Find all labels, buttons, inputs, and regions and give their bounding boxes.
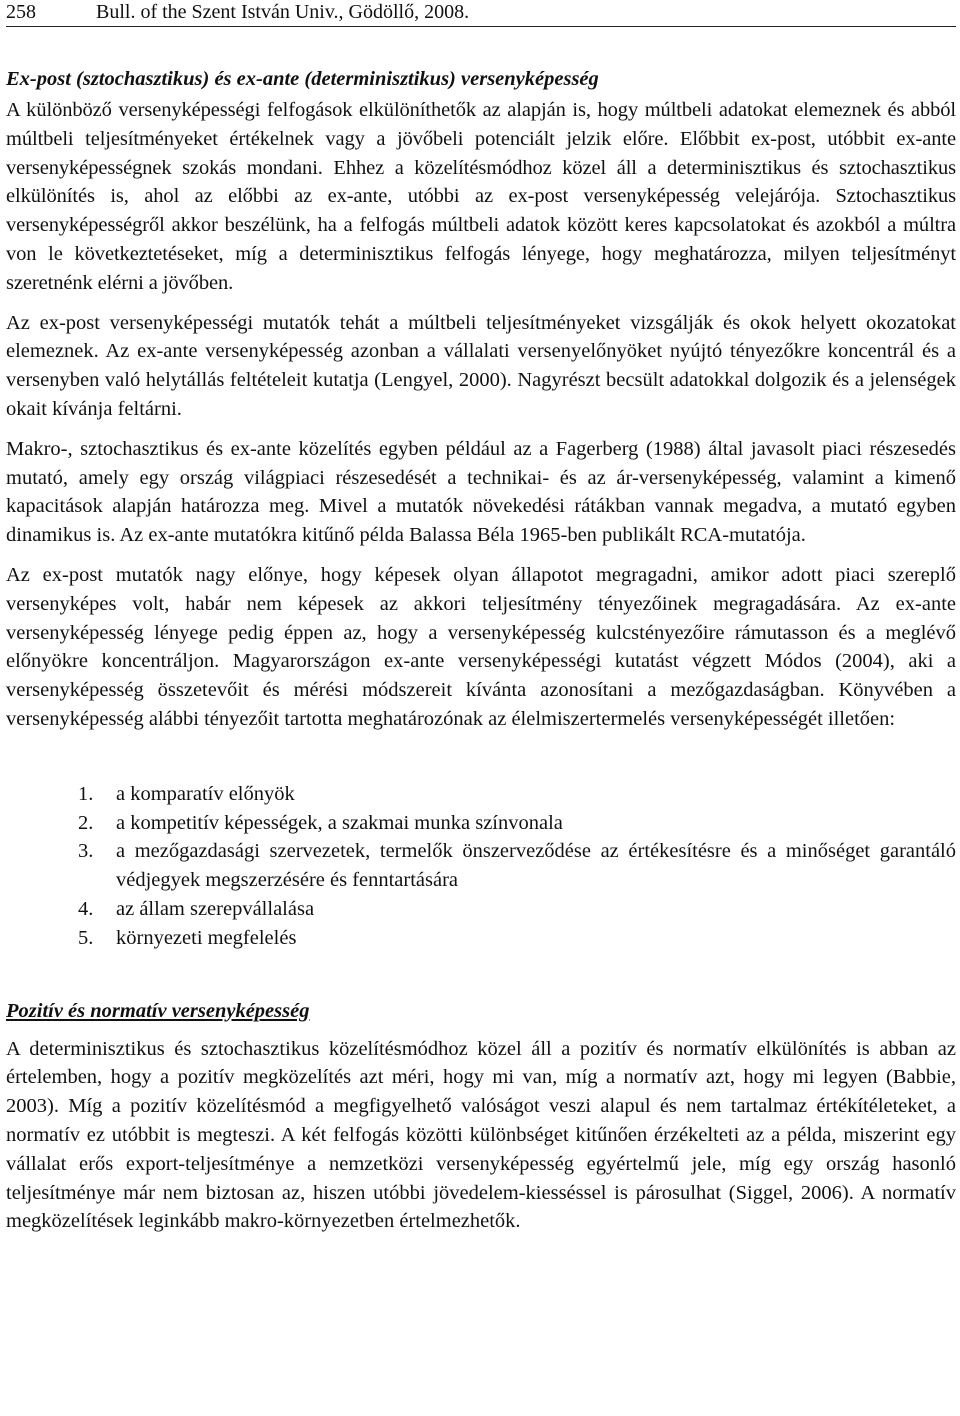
list-item-number: 2.: [78, 811, 94, 834]
section-heading-ex-post-ex-ante: Ex-post (sztochasztikus) és ex-ante (determinisztikus) versenyképesség: [6, 68, 599, 90]
list-item-text: a komparatív előnyök: [116, 782, 295, 805]
page-number: 258: [6, 1, 36, 23]
list-item: [6, 809, 956, 838]
list-item: [6, 895, 956, 924]
paragraph: A különböző versenyképességi felfogások elkülöníthetők az alapján is, hogy múltbeli adatokat elemeznek és abból múltbeli teljesítményeket értékelnek vagy a jövőbeli potenciált jelzik előre. Előbbit ex-post, utóbbit ex-ante versenyképességnek szokás mondani. Ehhez a közelítésmódhoz közel áll a determinisztikus és sztochasztikus elkülönítés is, ahol az előbbi az ex-ante, utóbbi az ex-post versenyképesség velejárója. Sztochasztikus versenyképességről akkor beszélünk, ha a felfogás múltbeli adatok között keres kapcsolatokat és azokból a múltra von le következtetéseket, míg a determinisztikus felfogás lényege, hogy meghatározza, milyen teljesítményt szeretnénk elérni a jövőben.: [6, 99, 956, 294]
list-item: [6, 837, 956, 895]
competitiveness-factor-list: [6, 780, 956, 953]
paragraph: Az ex-post mutatók nagy előnye, hogy képesek olyan állapotot megragadni, amikor adott piaci szereplő versenyképes volt, habár nem képesek az akkori teljesítmény tényezőinek megragadására. Az ex-ante versenyképesség lényege pedig éppen az, hogy a versenyképesség kulcstényezőire rámutasson és a meglévő előnyökre koncentráljon. Magyarországon ex-ante versenyképességi kutatást végzett Módos (2004), aki a versenyképesség összetevőit és mérési módszereit kívánta azonosítani a mezőgazdaságban. Könyvében a versenyképesség alábbi tényezőit tartotta meghatározónak az élelmiszertermelés versenyképességét illetően:: [6, 563, 956, 730]
list-item-number: 1.: [78, 782, 94, 805]
list-item-text: a mezőgazdasági szervezetek, termelők önszerveződése az értékesítésre és a minőséget garantáló védjegyek megszerzésére és fenntartására: [116, 840, 956, 892]
document-page: [6, 0, 956, 1236]
list-item-number: 3.: [78, 840, 94, 863]
section-heading-positive-normative: Pozitív és normatív versenyképesség: [6, 999, 310, 1022]
paragraph: A determinisztikus és sztochasztikus közelítésmódhoz közel áll a pozitív és normatív elkülönítés is abban az értelemben, hogy a pozitív megközelítés azt méri, hogy mi van, míg a normatív azt, hogy mi legyen (Babbie, 2003). Míg a pozitív közelítésmód a megfigyelhető valóságot veszi alapul és nem tartalmaz értékítéleteket, a normatív ez utóbbit is megteszi. A két felfogás közötti különbséget kitűnően érzékelteti az a példa, miszerint egy vállalat erős export-teljesítménye a nemzetközi versenyképesség egyértelmű jele, míg egy ország hasonló teljesítménye már nem biztosan az, hiszen utóbbi jövedelem-kiesséssel is párosulhat (Siggel, 2006). A normatív megközelítések leginkább makro-környezetben értelmezhetők.: [6, 1037, 956, 1233]
list-item-text: a kompetitív képességek, a szakmai munka színvonala: [116, 811, 563, 834]
list-item-text: környezeti megfelelés: [116, 926, 297, 949]
paragraph: Az ex-post versenyképességi mutatók tehát a múltbeli teljesítményeket vizsgálják és okok helyett okozatokat elemeznek. Az ex-ante versenyképesség azonban a vállalati versenyelőnyöket nyújtó tényezőkre koncentrál és a versenyben való helytállás feltételeit kutatja (Lengyel, 2000). Nagyrészt becsült adatokkal dolgozik és a jelenségek okait kívánja feltárni.: [6, 311, 956, 420]
list-item-number: 4.: [78, 897, 94, 920]
list-item: [6, 924, 956, 953]
list-item-number: 5.: [78, 926, 94, 949]
journal-citation: Bull. of the Szent István Univ., Gödöllő, 2008.: [96, 1, 470, 23]
list-item: [6, 780, 956, 809]
paragraph: Makro-, sztochasztikus és ex-ante közelítés egyben például az a Fagerberg (1988) által javasolt piaci részesedés mutató, amely egy ország világpiaci részesedését a technikai- és az ár-versenyképesség, valamint a kimenő kapacitások alapján határozza meg. Mivel a mutatók növekedési rátákban vannak megadva, a mutató egyben dinamikus is. Az ex-ante mutatókra kitűnő példa Balassa Béla 1965-ben publikált RCA-mutatója.: [6, 437, 956, 547]
list-item-text: az állam szerepvállalása: [116, 897, 315, 920]
running-header: [6, 0, 956, 27]
